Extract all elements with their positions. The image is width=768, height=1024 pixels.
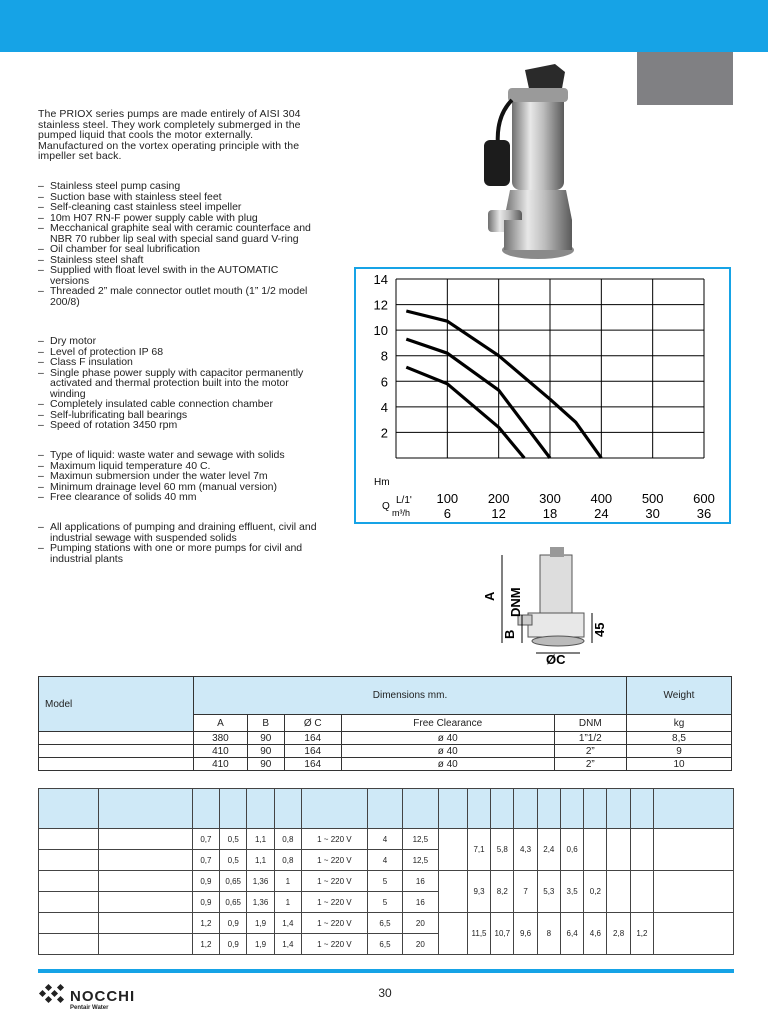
dimensions-table bbox=[38, 676, 732, 771]
table-cell: 0,9 bbox=[220, 913, 247, 934]
feature-item: – Pumping stations with one or more pumps for civil and industrial plants bbox=[38, 543, 318, 564]
table-cell: 1 bbox=[274, 871, 301, 892]
perf-header-cell bbox=[438, 789, 467, 829]
head-value-cell: 11,5 bbox=[467, 913, 490, 955]
table-row bbox=[39, 745, 732, 758]
table-cell: 1 ~ 220 V bbox=[302, 850, 368, 871]
x-tick-label-secondary: 36 bbox=[696, 506, 712, 521]
table-cell: 0,8 bbox=[274, 850, 301, 871]
table-cell bbox=[39, 758, 194, 771]
x-tick-label: 600 bbox=[693, 491, 715, 506]
footer-line bbox=[38, 969, 734, 973]
x-tick-label: 500 bbox=[641, 491, 664, 506]
table-cell: 0,7 bbox=[192, 829, 219, 850]
table-cell: 12,5 bbox=[403, 850, 438, 871]
limit-features bbox=[38, 450, 318, 503]
perf-header-cell bbox=[607, 789, 630, 829]
head-value-cell bbox=[607, 829, 630, 871]
head-value-cell: 1,2 bbox=[630, 913, 653, 955]
table-cell bbox=[39, 934, 99, 955]
table-cell: 1,4 bbox=[274, 934, 301, 955]
perf-header-cell bbox=[630, 789, 653, 829]
dim-subheader: kg bbox=[627, 715, 732, 732]
table-cell bbox=[98, 913, 192, 934]
table-row bbox=[39, 913, 734, 934]
feature-item: – Self-lubrificating ball bearings bbox=[38, 410, 318, 421]
table-cell: 2” bbox=[554, 758, 626, 771]
x-tick-label-secondary: 24 bbox=[594, 506, 609, 521]
table-cell: 16 bbox=[403, 892, 438, 913]
table-cell: 10 bbox=[627, 758, 732, 771]
table-cell bbox=[98, 829, 192, 850]
dim-subheader: DNM bbox=[554, 715, 626, 732]
table-cell: 1,1 bbox=[247, 829, 274, 850]
table-cell bbox=[654, 913, 734, 955]
table-cell: 0,5 bbox=[220, 850, 247, 871]
table-cell: 4 bbox=[367, 829, 402, 850]
table-cell bbox=[438, 871, 467, 913]
x-tick-label: 100 bbox=[436, 491, 459, 506]
head-value-cell bbox=[584, 829, 607, 871]
head-value-cell: 2,8 bbox=[607, 913, 630, 955]
y-tick-label: 14 bbox=[373, 272, 388, 287]
head-value-cell: 9,3 bbox=[467, 871, 490, 913]
table-cell bbox=[654, 829, 734, 871]
dim-label-dnm: DNM bbox=[508, 587, 523, 617]
feature-item: – Free clearance of solids 40 mm bbox=[38, 492, 318, 503]
table-cell: 20 bbox=[403, 913, 438, 934]
table-cell: 1,4 bbox=[274, 913, 301, 934]
perf-header-cell bbox=[247, 789, 274, 829]
perf-header-cell bbox=[274, 789, 301, 829]
x-axis-label-m3h: m³/h bbox=[392, 508, 410, 518]
table-cell: 0,5 bbox=[220, 829, 247, 850]
perf-header-cell bbox=[39, 789, 99, 829]
table-cell: ø 40 bbox=[341, 732, 554, 745]
table-cell bbox=[39, 732, 194, 745]
table-cell: 0,9 bbox=[220, 934, 247, 955]
table-cell: 380 bbox=[194, 732, 248, 745]
head-value-cell: 6,4 bbox=[560, 913, 583, 955]
dim-subheader: A bbox=[194, 715, 248, 732]
table-cell: 90 bbox=[247, 732, 284, 745]
dim-label-oc: ØC bbox=[546, 652, 566, 665]
feature-item: – Class F insulation bbox=[38, 357, 318, 368]
table-cell: 6,5 bbox=[367, 913, 402, 934]
table-cell: 1,9 bbox=[247, 913, 274, 934]
table-cell: 90 bbox=[247, 745, 284, 758]
feature-item: – Type of liquid: waste water and sewage with solids bbox=[38, 450, 318, 461]
dim-subheader: Free Clearance bbox=[341, 715, 554, 732]
performance-curve bbox=[406, 339, 550, 458]
table-cell bbox=[39, 913, 99, 934]
table-cell: 1,36 bbox=[247, 871, 274, 892]
perf-header-cell bbox=[560, 789, 583, 829]
perf-header-cell bbox=[537, 789, 560, 829]
perf-header-cell bbox=[302, 789, 368, 829]
table-cell: 9 bbox=[627, 745, 732, 758]
x-tick-label: 200 bbox=[487, 491, 510, 506]
feature-item: – Stainless steel shaft bbox=[38, 255, 318, 266]
table-cell: 1,36 bbox=[247, 892, 274, 913]
performance-table bbox=[38, 788, 734, 955]
performance-chart bbox=[354, 267, 731, 524]
table-cell: 1”1/2 bbox=[554, 732, 626, 745]
table-cell: 12,5 bbox=[403, 829, 438, 850]
table-cell: 0,7 bbox=[192, 850, 219, 871]
head-value-cell: 4,3 bbox=[514, 829, 537, 871]
table-row bbox=[39, 871, 734, 892]
table-cell: 16 bbox=[403, 871, 438, 892]
table-cell bbox=[39, 850, 99, 871]
performance-curve bbox=[406, 311, 601, 458]
table-cell: 410 bbox=[194, 745, 248, 758]
table-cell bbox=[98, 850, 192, 871]
table-cell: 0,65 bbox=[220, 871, 247, 892]
motor-features bbox=[38, 336, 318, 431]
table-cell: 0,8 bbox=[274, 829, 301, 850]
table-cell: 20 bbox=[403, 934, 438, 955]
dim-subheader: Ø C bbox=[284, 715, 341, 732]
top-banner bbox=[0, 0, 768, 52]
table-cell: 90 bbox=[247, 758, 284, 771]
table-row bbox=[39, 758, 732, 771]
brand-subtitle: Pentair Water bbox=[70, 1005, 109, 1011]
model-header: Model bbox=[39, 677, 194, 732]
table-cell: ø 40 bbox=[341, 745, 554, 758]
perf-header-cell bbox=[367, 789, 402, 829]
head-value-cell: 7 bbox=[514, 871, 537, 913]
y-tick-label: 8 bbox=[380, 348, 388, 364]
feature-item: – All applications of pumping and draining effluent, civil and industrial sewage with suspended solids bbox=[38, 522, 318, 543]
table-cell: 0,9 bbox=[192, 892, 219, 913]
head-value-cell: 0,6 bbox=[560, 829, 583, 871]
x-tick-label: 300 bbox=[539, 491, 561, 506]
feature-item: – Stainless steel pump casing bbox=[38, 181, 318, 192]
feature-item: – Suction base with stainless steel feet bbox=[38, 192, 318, 203]
head-value-cell: 2,4 bbox=[537, 829, 560, 871]
dim-label-a: A bbox=[482, 591, 497, 601]
y-tick-label: 2 bbox=[380, 425, 388, 441]
head-value-cell: 9,6 bbox=[514, 913, 537, 955]
feature-item: – Single phase power supply with capacitor permanently activated and thermal protection built into the motor winding bbox=[38, 368, 318, 400]
head-value-cell: 7,1 bbox=[467, 829, 490, 871]
feature-item: – Maximun submersion under the water level 7m bbox=[38, 471, 318, 482]
table-cell: 1,9 bbox=[247, 934, 274, 955]
feature-item: – Oil chamber for seal lubrification bbox=[38, 244, 318, 255]
head-value-cell: 4,6 bbox=[584, 913, 607, 955]
table-cell: 1 ~ 220 V bbox=[302, 871, 368, 892]
perf-header-cell bbox=[514, 789, 537, 829]
head-value-cell bbox=[607, 871, 630, 913]
feature-item: – Maximum liquid temperature 40 C. bbox=[38, 461, 318, 472]
table-cell bbox=[39, 871, 99, 892]
table-cell bbox=[39, 829, 99, 850]
table-cell: 5 bbox=[367, 892, 402, 913]
dim-label-45: 45 bbox=[592, 622, 607, 637]
table-cell: 164 bbox=[284, 745, 341, 758]
weight-header: Weight bbox=[627, 677, 732, 715]
section-tab bbox=[637, 52, 733, 105]
perf-header-cell bbox=[654, 789, 734, 829]
application-features bbox=[38, 522, 318, 564]
table-cell: 2” bbox=[554, 745, 626, 758]
table-cell: 1 ~ 220 V bbox=[302, 934, 368, 955]
table-cell: 1,2 bbox=[192, 913, 219, 934]
table-cell bbox=[98, 934, 192, 955]
brand-name: NOCCHI bbox=[70, 988, 136, 1005]
y-tick-label: 4 bbox=[380, 399, 388, 415]
table-cell bbox=[654, 871, 734, 913]
table-cell: 1,1 bbox=[247, 850, 274, 871]
y-tick-label: 10 bbox=[373, 323, 388, 339]
table-cell bbox=[438, 829, 467, 871]
table-cell bbox=[39, 745, 194, 758]
x-tick-label-secondary: 30 bbox=[645, 506, 660, 521]
x-tick-label-secondary: 6 bbox=[443, 506, 451, 521]
perf-header-cell bbox=[220, 789, 247, 829]
feature-item: – Dry motor bbox=[38, 336, 318, 347]
table-cell: 1 ~ 220 V bbox=[302, 913, 368, 934]
feature-item: – Supplied with float level swith in the AUTOMATIC versions bbox=[38, 265, 318, 286]
feature-item: – Mecchanical graphite seal with ceramic counterface and NBR 70 rubber lip seal with special sand guard V-ring bbox=[38, 223, 318, 244]
table-cell: 1 ~ 220 V bbox=[302, 892, 368, 913]
head-value-cell: 10,7 bbox=[491, 913, 514, 955]
pump-photo bbox=[470, 60, 620, 265]
x-tick-label: 400 bbox=[590, 491, 613, 506]
table-cell: ø 40 bbox=[341, 758, 554, 771]
page-number: 30 bbox=[378, 986, 392, 1000]
table-cell: 410 bbox=[194, 758, 248, 771]
dimensions-header: Dimensions mm. bbox=[194, 677, 627, 715]
perf-header-cell bbox=[467, 789, 490, 829]
table-cell: 6,5 bbox=[367, 934, 402, 955]
head-value-cell bbox=[630, 871, 653, 913]
table-cell: 1 bbox=[274, 892, 301, 913]
dimension-drawing bbox=[480, 545, 620, 665]
head-value-cell: 0,2 bbox=[584, 871, 607, 913]
table-cell: 0,9 bbox=[192, 871, 219, 892]
feature-item: – 10m H07 RN-F power supply cable with plug bbox=[38, 213, 318, 224]
feature-item: – Level of protection IP 68 bbox=[38, 347, 318, 358]
description-text: The PRIOX series pumps are made entirely of AISI 304 stainless steel. They work completely submerged in the pumped liquid that cools the motor externally. Manufactured on the vortex operating principle with the impeller set back. bbox=[38, 108, 301, 162]
x-tick-label-secondary: 12 bbox=[491, 506, 506, 521]
head-value-cell: 5,8 bbox=[491, 829, 514, 871]
table-cell: 1,2 bbox=[192, 934, 219, 955]
x-axis-label-lmin: L/1' bbox=[396, 495, 412, 506]
head-value-cell: 8,2 bbox=[491, 871, 514, 913]
y-axis-label: Hm bbox=[374, 477, 390, 488]
table-cell bbox=[98, 892, 192, 913]
table-cell: 164 bbox=[284, 758, 341, 771]
head-value-cell: 3,5 bbox=[560, 871, 583, 913]
feature-item: – Threaded 2” male connector outlet mouth (1” 1/2 model 200/8) bbox=[38, 286, 318, 307]
table-cell bbox=[438, 913, 467, 955]
table-cell: 4 bbox=[367, 850, 402, 871]
table-cell: 0,65 bbox=[220, 892, 247, 913]
table-cell: 8,5 bbox=[627, 732, 732, 745]
perf-header-cell bbox=[491, 789, 514, 829]
table-cell: 164 bbox=[284, 732, 341, 745]
construction-features bbox=[38, 181, 318, 307]
table-row bbox=[39, 732, 732, 745]
feature-item: – Completely insulated cable connection chamber bbox=[38, 399, 318, 410]
dim-label-b: B bbox=[502, 629, 517, 639]
perf-header-cell bbox=[584, 789, 607, 829]
table-cell: 1 ~ 220 V bbox=[302, 829, 368, 850]
head-value-cell bbox=[630, 829, 653, 871]
feature-item: – Self-cleaning cast stainless steel impeller bbox=[38, 202, 318, 213]
dim-subheader: B bbox=[247, 715, 284, 732]
table-cell bbox=[98, 871, 192, 892]
perf-header-cell bbox=[403, 789, 438, 829]
head-value-cell: 8 bbox=[537, 913, 560, 955]
y-tick-label: 12 bbox=[373, 297, 388, 313]
y-tick-label: 6 bbox=[380, 374, 388, 390]
feature-item: – Speed of rotation 3450 rpm bbox=[38, 420, 318, 431]
table-row bbox=[39, 829, 734, 850]
perf-header-cell bbox=[192, 789, 219, 829]
perf-header-cell bbox=[98, 789, 192, 829]
x-prefix-label: Q bbox=[382, 501, 390, 512]
table-cell bbox=[39, 892, 99, 913]
x-tick-label-secondary: 18 bbox=[542, 506, 558, 521]
table-cell: 5 bbox=[367, 871, 402, 892]
head-value-cell: 5,3 bbox=[537, 871, 560, 913]
feature-item: – Minimum drainage level 60 mm (manual version) bbox=[38, 482, 318, 493]
